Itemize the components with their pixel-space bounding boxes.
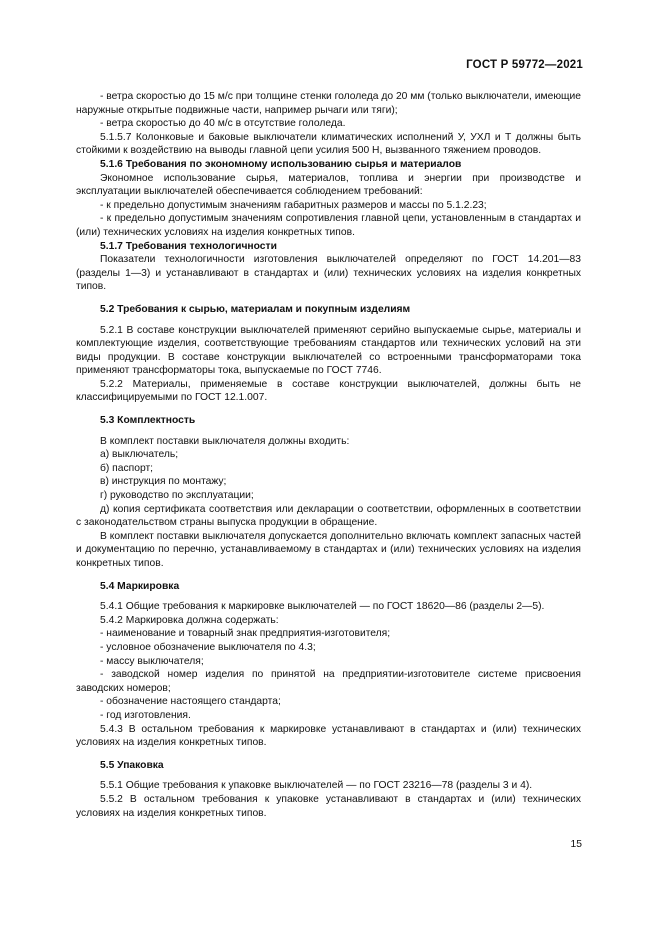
paragraph: 5.1.5.7 Колонковые и баковые выключатели климатических исполнений У, УХЛ и Т должны быть стойкими к воздействию на выводы главной цепи усилия 500 Н, вызванного тяжением проводов. (76, 131, 581, 157)
list-item: в) инструкция по монтажу; (100, 476, 227, 488)
list-item: г) руководство по эксплуатации; (100, 490, 254, 502)
paragraph: Показатели технологичности изготовления выключателей определяют по ГОСТ 14.201—83 (разделы 1—3) и устанавливают в стандартах и (или) технических условиях на изделия конкретных типов. (76, 254, 581, 293)
paragraph: 5.2.2 Материалы, применяемые в составе конструкции выключателей, должны быть не классифицируемыми по ГОСТ 12.1.007. (76, 378, 581, 404)
section-heading-5-1-6: 5.1.6 Требования по экономному использованию сырья и материалов (100, 158, 462, 170)
paragraph: - ветра скоростью до 40 м/с в отсутствие гололеда. (100, 118, 346, 130)
list-item: а) выключатель; (100, 449, 179, 461)
paragraph: В комплект поставки выключателя должны входить: (100, 435, 350, 447)
page-body (76, 90, 581, 820)
section-heading-5-2: 5.2 Требования к сырью, материалам и покупным изделиям (100, 303, 411, 315)
paragraph: Экономное использование сырья, материалов, топлива и энергии при производстве и эксплуатации выключателей обеспечивается соблюдением требований: (76, 172, 581, 198)
paragraph: 5.2.1 В составе конструкции выключателей применяют серийно выпускаемые сырье, материалы и комплектующие изделия, соответствующие требованиям стандартов или технических условий на эти виды продукции. В составе конструкции выключателей со встроенными трансформаторами тока применяют трансформаторы тока, выпускаемые по ГОСТ 7746. (76, 324, 581, 377)
list-item: б) паспорт; (100, 462, 154, 474)
list-item: - заводской номер изделия по принятой на предприятии-изготовителе системе присвоения заводских номеров; (76, 669, 581, 694)
paragraph: 5.5.2 В остальном требования к упаковке устанавливают в стандартах и (или) технических условиях на изделия конкретных типов. (76, 793, 581, 819)
paragraph: - ветра скоростью до 15 м/с при толщине стенки гололеда до 20 мм (только выключатели, имеющие наружные открытые подвижные части, например рычаги или тяги); (76, 91, 581, 116)
list-item: - наименование и товарный знак предприятия-изготовителя; (100, 628, 391, 640)
paragraph: 5.4.3 В остальном требования к маркировке устанавливают в стандартах и (или) технических условиях на изделия конкретных типов. (76, 723, 581, 749)
section-heading-5-3: 5.3 Комплектность (100, 415, 196, 427)
list-item: - обозначение настоящего стандарта; (100, 696, 281, 708)
paragraph: 5.5.1 Общие требования к упаковке выключателей — по ГОСТ 23216—78 (разделы 3 и 4). (100, 780, 533, 792)
paragraph: 5.4.1 Общие требования к маркировке выключателей — по ГОСТ 18620—86 (разделы 2—5). (100, 601, 545, 613)
list-item: д) копия сертификата соответствия или декларации о соответствии, оформленных в соответствии с законодательством страны выпуска продукции в обращение. (76, 503, 581, 529)
list-item: - массу выключателя; (100, 655, 204, 667)
paragraph: - к предельно допустимым значениям сопротивления главной цепи, установленным в стандартах и (или) технических условиях на изделия конкретных типов. (76, 213, 581, 238)
paragraph: В комплект поставки выключателя допускается дополнительно включать комплект запасных частей и документацию по перечню, устанавливаемому в стандартах и (или) технических условиях на изделия конкретных типов. (76, 530, 581, 569)
page-number: 15 (570, 839, 582, 850)
paragraph: - к предельно допустимым значениям габаритных размеров и массы по 5.1.2.23; (100, 199, 487, 211)
section-heading-5-4: 5.4 Маркировка (100, 580, 180, 592)
section-heading-5-1-7: 5.1.7 Требования технологичности (100, 240, 277, 252)
document-code: ГОСТ Р 59772—2021 (466, 59, 583, 71)
list-item: - год изготовления. (100, 709, 191, 721)
paragraph: 5.4.2 Маркировка должна содержать: (100, 614, 279, 626)
list-item: - условное обозначение выключателя по 4.3; (100, 641, 316, 653)
section-heading-5-5: 5.5 Упаковка (100, 759, 164, 771)
